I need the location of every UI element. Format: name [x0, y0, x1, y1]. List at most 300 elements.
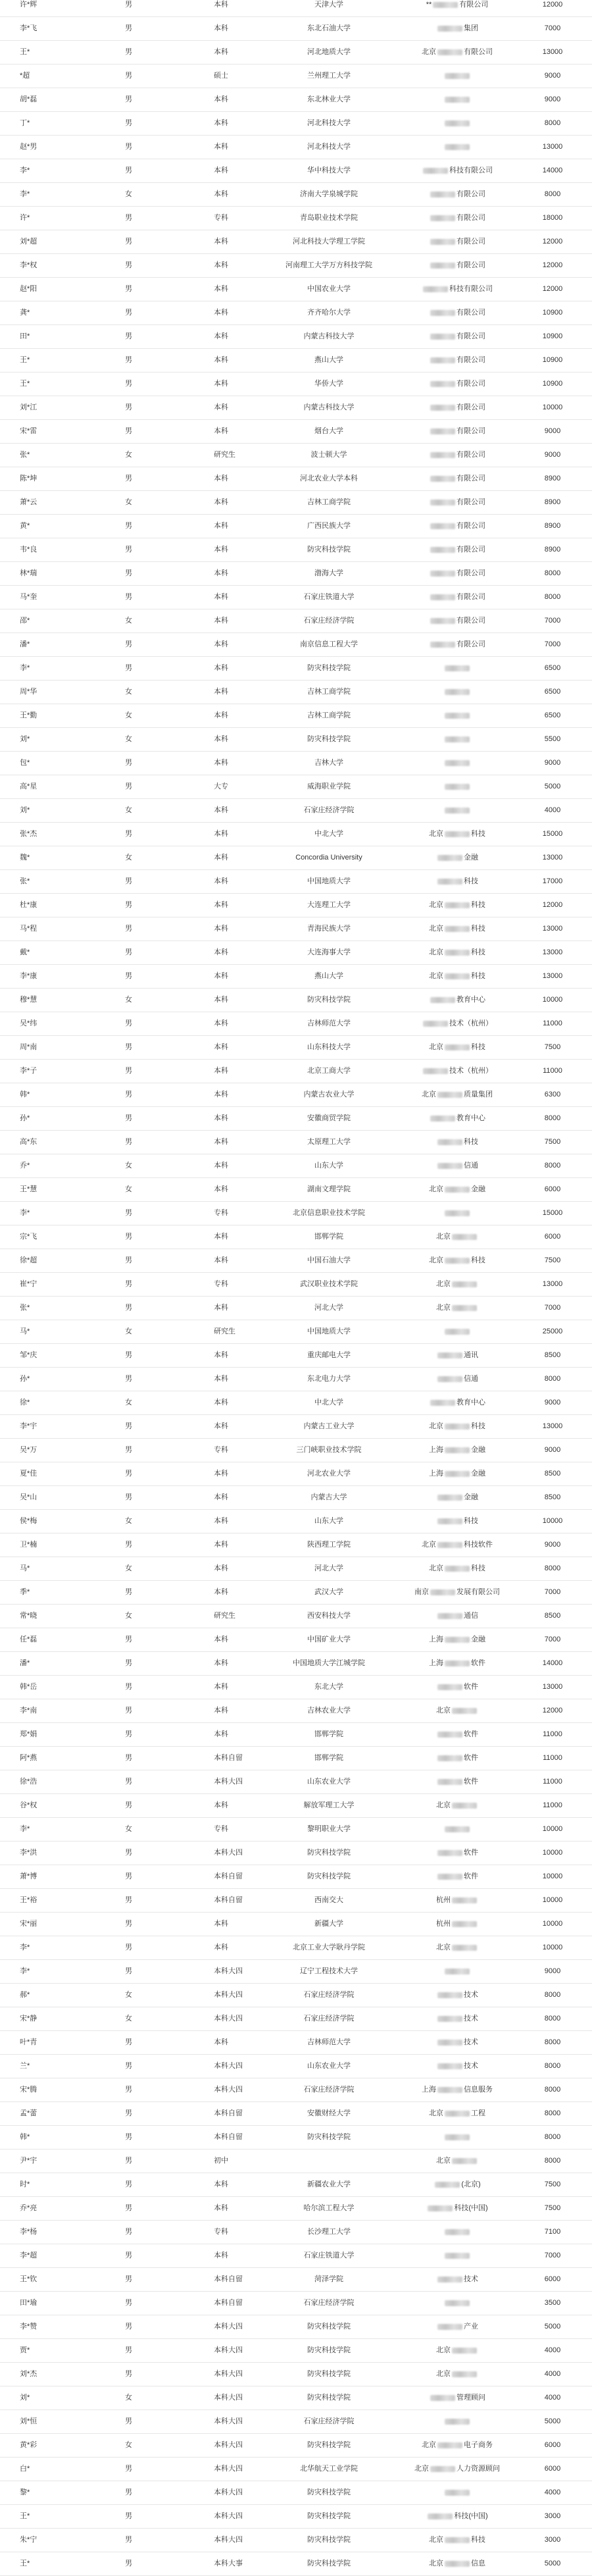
table-row [0, 1368, 592, 1391]
salary-cell: 11000 [543, 1778, 562, 1786]
company-prefix: 北京 [436, 1304, 451, 1312]
name-cell: 马*程 [20, 925, 37, 933]
salary-cell: 8000 [544, 1114, 561, 1122]
redaction-blur [445, 1187, 470, 1193]
school-cell: 菏泽学院 [314, 2275, 343, 2283]
school-cell: 太原理工大学 [307, 1138, 351, 1146]
redaction-blur [430, 2395, 455, 2401]
name-cell: 兰* [20, 2062, 30, 2070]
company-suffix: 教育中心 [456, 1114, 485, 1122]
degree-cell: 本科 [214, 617, 228, 625]
degree-cell: 本科 [214, 1493, 228, 1501]
salary-cell: 7000 [544, 1304, 561, 1312]
gender-cell: 男 [125, 2370, 132, 2378]
redaction-blur [437, 1163, 462, 1169]
degree-cell: 本科 [214, 735, 228, 743]
name-cell: 阿*燕 [20, 1754, 37, 1762]
company-cell [391, 1889, 523, 1912]
table-row [0, 941, 592, 965]
redaction-blur [445, 1471, 470, 1477]
degree-cell: 本科 [214, 711, 228, 719]
table-row [0, 799, 592, 823]
name-cell: 白* [20, 2465, 30, 2473]
gender-cell: 男 [125, 2086, 132, 2094]
name-cell: 黎* [20, 2488, 30, 2496]
degree-cell: 本科 [214, 95, 228, 103]
salary-cell: 9000 [544, 427, 561, 435]
name-cell: 叶*青 [20, 2038, 37, 2046]
redaction-blur [445, 144, 470, 150]
school-cell: 燕山大学 [314, 972, 343, 980]
redaction-blur [445, 120, 470, 126]
salary-cell: 10000 [542, 996, 563, 1004]
gender-cell: 男 [125, 1138, 132, 1146]
gender-cell: 男 [125, 2204, 132, 2212]
school-cell: 石家庄铁道大学 [303, 593, 355, 601]
salary-cell: 6500 [544, 688, 561, 696]
gender-cell: 男 [125, 1375, 132, 1383]
school-cell: 北华航天工业学院 [300, 2465, 358, 2473]
company-prefix: 北京 [422, 48, 436, 56]
name-cell: 韩*岳 [20, 1683, 37, 1691]
gender-cell: 男 [125, 24, 132, 32]
redaction-blur [430, 405, 455, 411]
company-prefix: 北京 [429, 1256, 443, 1264]
degree-cell: 本科大四 [214, 2086, 243, 2094]
name-cell: 黄* [20, 522, 30, 530]
salary-cell: 8500 [544, 1351, 561, 1359]
school-cell: 威海职业学院 [307, 783, 351, 790]
school-cell: 齐齐哈尔大学 [307, 309, 351, 317]
company-cell [391, 2386, 523, 2409]
redaction-blur [437, 2063, 462, 2069]
company-suffix: 科技 [471, 1043, 485, 1051]
name-cell: 宋*静 [20, 2015, 37, 2022]
degree-cell: 本科 [214, 1043, 228, 1051]
company-suffix: 金融 [471, 1185, 485, 1193]
gender-cell: 男 [125, 877, 132, 885]
name-cell: 龚* [20, 309, 30, 317]
gender-cell: 男 [125, 901, 132, 909]
salary-cell: 10000 [542, 1896, 563, 1904]
name-cell: 朱*宁 [20, 2536, 37, 2544]
company-suffix: 科技 [464, 1517, 478, 1525]
table-row [0, 1557, 592, 1581]
company-cell [391, 64, 523, 88]
redaction-blur [445, 1447, 470, 1453]
gender-cell: 男 [125, 783, 132, 790]
table-row [0, 1297, 592, 1320]
gender-cell: 男 [125, 2252, 132, 2259]
degree-cell: 本科 [214, 1067, 228, 1075]
redaction-blur [437, 1755, 462, 1761]
degree-cell: 本科 [214, 830, 228, 838]
school-cell: 济南大学泉城学院 [300, 190, 358, 198]
company-prefix: 北京 [429, 948, 443, 956]
name-cell: 刘* [20, 806, 30, 814]
salary-cell: 10900 [542, 356, 563, 364]
degree-cell: 本科 [214, 403, 228, 411]
gender-cell: 男 [125, 2275, 132, 2283]
company-prefix: 北京 [436, 2157, 451, 2165]
name-cell: 孙* [20, 1114, 30, 1122]
salary-cell: 9000 [544, 1399, 561, 1406]
salary-cell: 7500 [544, 1256, 561, 1264]
degree-cell: 本科 [214, 948, 228, 956]
school-cell: 石家庄经济学院 [303, 806, 355, 814]
name-cell: 马* [20, 1327, 30, 1335]
school-cell: 燕山大学 [314, 356, 343, 364]
school-cell: 内蒙古大学 [310, 1493, 347, 1501]
name-cell: 任*磊 [20, 1636, 37, 1643]
degree-cell: 硕士 [214, 72, 228, 80]
company-cell [391, 2529, 523, 2552]
company-cell [391, 2055, 523, 2078]
company-suffix: 软件 [471, 1659, 485, 1667]
redaction-blur [445, 808, 470, 813]
school-cell: 兰州理工大学 [307, 72, 351, 80]
company-suffix: 有限公司 [456, 522, 485, 530]
company-cell [391, 2410, 523, 2433]
name-cell: 王* [20, 356, 30, 364]
name-cell: 邹*庆 [20, 1351, 37, 1359]
company-prefix: 北京 [429, 1422, 443, 1430]
school-cell: 防灾科技学院 [307, 1849, 351, 1857]
name-cell: 李* [20, 1209, 30, 1217]
degree-cell: 本科 [214, 901, 228, 909]
redaction-blur [445, 1969, 470, 1974]
degree-cell: 本科 [214, 332, 228, 340]
company-suffix: 信息 [471, 2560, 485, 2567]
company-suffix: 科技 [471, 925, 485, 933]
table-row [0, 420, 592, 444]
name-cell: 崔*宁 [20, 1280, 37, 1288]
gender-cell: 男 [125, 2228, 132, 2236]
table-row [0, 1794, 592, 1818]
company-cell [391, 2268, 523, 2291]
salary-cell: 6500 [544, 664, 561, 672]
degree-cell: 本科 [214, 24, 228, 32]
company-cell [391, 657, 523, 680]
company-suffix: 科技 [471, 1564, 485, 1572]
redaction-blur [428, 2205, 453, 2211]
salary-cell: 8500 [544, 1493, 561, 1501]
salary-cell: 5000 [544, 2417, 561, 2425]
table-row [0, 2529, 592, 2552]
company-cell [391, 799, 523, 822]
name-cell: 宋*腾 [20, 2086, 37, 2094]
degree-cell: 本科大四 [214, 2441, 243, 2449]
degree-cell: 专科 [214, 214, 228, 222]
company-suffix: 科技软件 [464, 1541, 493, 1549]
redaction-blur [430, 452, 455, 458]
gender-cell: 男 [125, 2109, 132, 2117]
degree-cell: 本科 [214, 1944, 228, 1951]
redaction-blur [430, 381, 455, 387]
company-cell [391, 2244, 523, 2267]
salary-cell: 8000 [544, 1991, 561, 1999]
table-row [0, 2102, 592, 2126]
company-suffix: 有限公司 [456, 261, 485, 269]
school-cell: 防灾科技学院 [307, 735, 351, 743]
gender-cell: 男 [125, 119, 132, 127]
company-cell [391, 1225, 523, 1249]
school-cell: 三门峡职业技术学院 [296, 1446, 362, 1454]
salary-cell: 8900 [544, 522, 561, 530]
school-cell: 北京信息职业技术学院 [293, 1209, 365, 1217]
degree-cell: 本科 [214, 1304, 228, 1312]
name-cell: 张* [20, 451, 30, 459]
company-suffix: 金融 [464, 1493, 478, 1501]
table-row [0, 2552, 592, 2576]
gender-cell: 女 [125, 1825, 132, 1833]
salary-cell: 7500 [544, 2204, 561, 2212]
redaction-blur [437, 2040, 462, 2046]
gender-cell: 男 [125, 1256, 132, 1264]
table-row [0, 64, 592, 88]
table-row [0, 2173, 592, 2197]
name-cell: 常*晓 [20, 1612, 37, 1620]
redaction-blur [437, 1542, 462, 1548]
company-cell [391, 1699, 523, 1722]
company-cell [391, 1984, 523, 2007]
company-cell [391, 17, 523, 40]
salary-cell: 14000 [542, 1659, 563, 1667]
gender-cell: 男 [125, 759, 132, 767]
gender-cell: 女 [125, 854, 132, 862]
school-cell: 陕西理工学院 [307, 1541, 351, 1549]
company-cell [391, 2078, 523, 2101]
company-prefix: 北京 [436, 1280, 451, 1288]
name-cell: 谷*权 [20, 1801, 37, 1809]
name-cell: 李*赞 [20, 2323, 37, 2331]
school-cell: 石家庄经济学院 [303, 2417, 355, 2425]
name-cell: 卫*楠 [20, 1541, 37, 1549]
name-cell: 潘* [20, 1659, 30, 1667]
company-prefix: 上海 [429, 1470, 443, 1478]
company-suffix: 通讯 [464, 1351, 478, 1359]
redaction-blur [430, 523, 455, 529]
redaction-blur [452, 1921, 477, 1927]
degree-cell: 本科 [214, 1019, 228, 1027]
redaction-blur [445, 1329, 470, 1335]
table-row [0, 1581, 592, 1605]
school-cell: 大连理工大学 [307, 901, 351, 909]
school-cell: 武汉职业技术学院 [300, 1280, 358, 1288]
company-prefix: 北京 [429, 925, 443, 933]
redaction-blur [430, 192, 455, 197]
table-row [0, 1107, 592, 1131]
degree-cell: 本科 [214, 806, 228, 814]
school-cell: 黎明职业大学 [307, 1825, 351, 1833]
company-suffix: 有限公司 [456, 214, 485, 222]
degree-cell: 本科 [214, 1114, 228, 1122]
redaction-blur [445, 1566, 470, 1572]
redaction-blur [445, 2253, 470, 2259]
gender-cell: 女 [125, 451, 132, 459]
company-prefix: 北京 [429, 972, 443, 980]
redaction-blur [445, 2111, 470, 2117]
company-cell [391, 1249, 523, 1272]
company-cell [391, 1320, 523, 1343]
salary-cell: 6000 [544, 1233, 561, 1241]
company-suffix: 有限公司 [456, 640, 485, 648]
company-suffix: 有限公司 [456, 451, 485, 459]
company-cell [391, 2458, 523, 2481]
school-cell: 吉林农业大学 [307, 1707, 351, 1714]
name-cell: 刘* [20, 735, 30, 743]
company-suffix: 质量集团 [464, 1091, 493, 1098]
degree-cell: 本科 [214, 238, 228, 245]
company-cell [391, 1676, 523, 1699]
salary-cell: 5000 [544, 2323, 561, 2331]
degree-cell: 本科 [214, 2204, 228, 2212]
company-cell [391, 325, 523, 348]
gender-cell: 男 [125, 1920, 132, 1928]
company-cell [391, 1012, 523, 1035]
table-row [0, 2339, 592, 2363]
gender-cell: 男 [125, 1944, 132, 1951]
company-cell [391, 159, 523, 182]
degree-cell: 本科大四 [214, 2062, 243, 2070]
degree-cell: 本科 [214, 1636, 228, 1643]
gender-cell: 女 [125, 1991, 132, 1999]
redaction-blur [445, 973, 470, 979]
company-cell [391, 444, 523, 467]
company-cell [391, 1628, 523, 1651]
redaction-blur [445, 2490, 470, 2496]
degree-cell: 本科 [214, 498, 228, 506]
school-cell: 邯郸学院 [314, 1754, 343, 1762]
company-suffix: 科技 [471, 2536, 485, 2544]
company-suffix: 有限公司 [456, 380, 485, 388]
company-cell [391, 2126, 523, 2149]
redaction-blur [437, 879, 462, 885]
redaction-blur [452, 1305, 477, 1311]
company-cell [391, 1202, 523, 1225]
redaction-blur [430, 1400, 455, 1406]
redaction-blur [445, 1424, 470, 1430]
gender-cell: 男 [125, 2465, 132, 2473]
degree-cell: 本科 [214, 48, 228, 56]
name-cell: 徐*浩 [20, 1778, 37, 1786]
company-prefix: 杭州 [436, 1896, 451, 1904]
school-cell: 山东大学 [314, 1517, 343, 1525]
company-cell [391, 1178, 523, 1201]
redaction-blur [445, 1210, 470, 1216]
degree-cell: 本科大四 [214, 2323, 243, 2331]
gender-cell: 女 [125, 1399, 132, 1406]
gender-cell: 男 [125, 593, 132, 601]
company-prefix: 北京 [429, 901, 443, 909]
gender-cell: 男 [125, 1778, 132, 1786]
degree-cell: 本科大四 [214, 1849, 243, 1857]
gender-cell: 男 [125, 1019, 132, 1027]
gender-cell: 男 [125, 1967, 132, 1975]
company-suffix: 教育中心 [456, 996, 485, 1004]
name-cell: 许* [20, 214, 30, 222]
gender-cell: 女 [125, 190, 132, 198]
degree-cell: 本科大四 [214, 2346, 243, 2354]
company-cell [391, 491, 523, 514]
salary-cell: 13000 [542, 854, 563, 862]
school-cell: 中国石油大学 [307, 1256, 351, 1264]
company-cell [391, 515, 523, 538]
redaction-blur [430, 263, 455, 269]
table-row [0, 2434, 592, 2458]
company-cell [391, 1154, 523, 1177]
company-cell [391, 41, 523, 64]
redaction-blur [437, 2324, 462, 2330]
redaction-blur [430, 618, 455, 624]
salary-cell: 7000 [544, 1636, 561, 1643]
salary-cell: 10900 [542, 380, 563, 388]
company-prefix: 北京 [436, 2370, 451, 2378]
gender-cell: 女 [125, 1185, 132, 1193]
school-cell: 武汉大学 [314, 1588, 343, 1596]
school-cell: 邯郸学院 [314, 1730, 343, 1738]
degree-cell: 本科 [214, 1541, 228, 1549]
salary-cell: 7500 [544, 1138, 561, 1146]
school-cell: 渤海大学 [314, 569, 343, 577]
gender-cell: 女 [125, 2441, 132, 2449]
school-cell: 东北电力大学 [307, 1375, 351, 1383]
salary-cell: 11000 [543, 1019, 562, 1027]
redaction-blur [445, 665, 470, 671]
degree-cell: 本科 [214, 2038, 228, 2046]
company-cell [391, 2292, 523, 2315]
school-cell: 山东大学 [314, 1162, 343, 1170]
salary-cell: 4000 [544, 806, 561, 814]
salary-cell: 10000 [542, 1517, 563, 1525]
salary-cell: 8000 [544, 593, 561, 601]
salary-cell: 9000 [544, 1446, 561, 1454]
name-cell: 王* [20, 2512, 30, 2520]
school-cell: 石家庄铁道大学 [303, 2252, 355, 2259]
redaction-blur [430, 571, 455, 577]
salary-cell: 8000 [544, 119, 561, 127]
name-cell: 穆*慧 [20, 996, 37, 1004]
salary-cell: 6000 [544, 1185, 561, 1193]
redaction-blur [445, 689, 470, 695]
redaction-blur [423, 1068, 448, 1074]
name-cell: 李* [20, 167, 30, 174]
company-suffix: 有限公司 [464, 48, 493, 56]
company-prefix: 上海 [429, 1659, 443, 1667]
company-cell [391, 278, 523, 301]
table-row [0, 823, 592, 846]
gender-cell: 男 [125, 1896, 132, 1904]
table-row [0, 2007, 592, 2031]
school-cell: 邯郸学院 [314, 1233, 343, 1241]
name-cell: 韩* [20, 2133, 30, 2141]
redaction-blur [437, 1684, 462, 1690]
gender-cell: 男 [125, 95, 132, 103]
company-prefix: 北京 [429, 2109, 443, 2117]
company-cell [391, 1794, 523, 1817]
redaction-blur [445, 2561, 470, 2567]
redaction-blur [437, 26, 462, 32]
school-cell: 石家庄经济学院 [303, 2086, 355, 2094]
redaction-blur [452, 1897, 477, 1903]
degree-cell: 本科 [214, 1185, 228, 1193]
salary-cell: 4000 [544, 2488, 561, 2496]
salary-cell: 13000 [542, 948, 563, 956]
gender-cell: 男 [125, 1280, 132, 1288]
name-cell: 贾* [20, 2346, 30, 2354]
salary-cell: 15000 [542, 1209, 563, 1217]
school-cell: 北京工业大学耿丹学院 [293, 1944, 365, 1951]
